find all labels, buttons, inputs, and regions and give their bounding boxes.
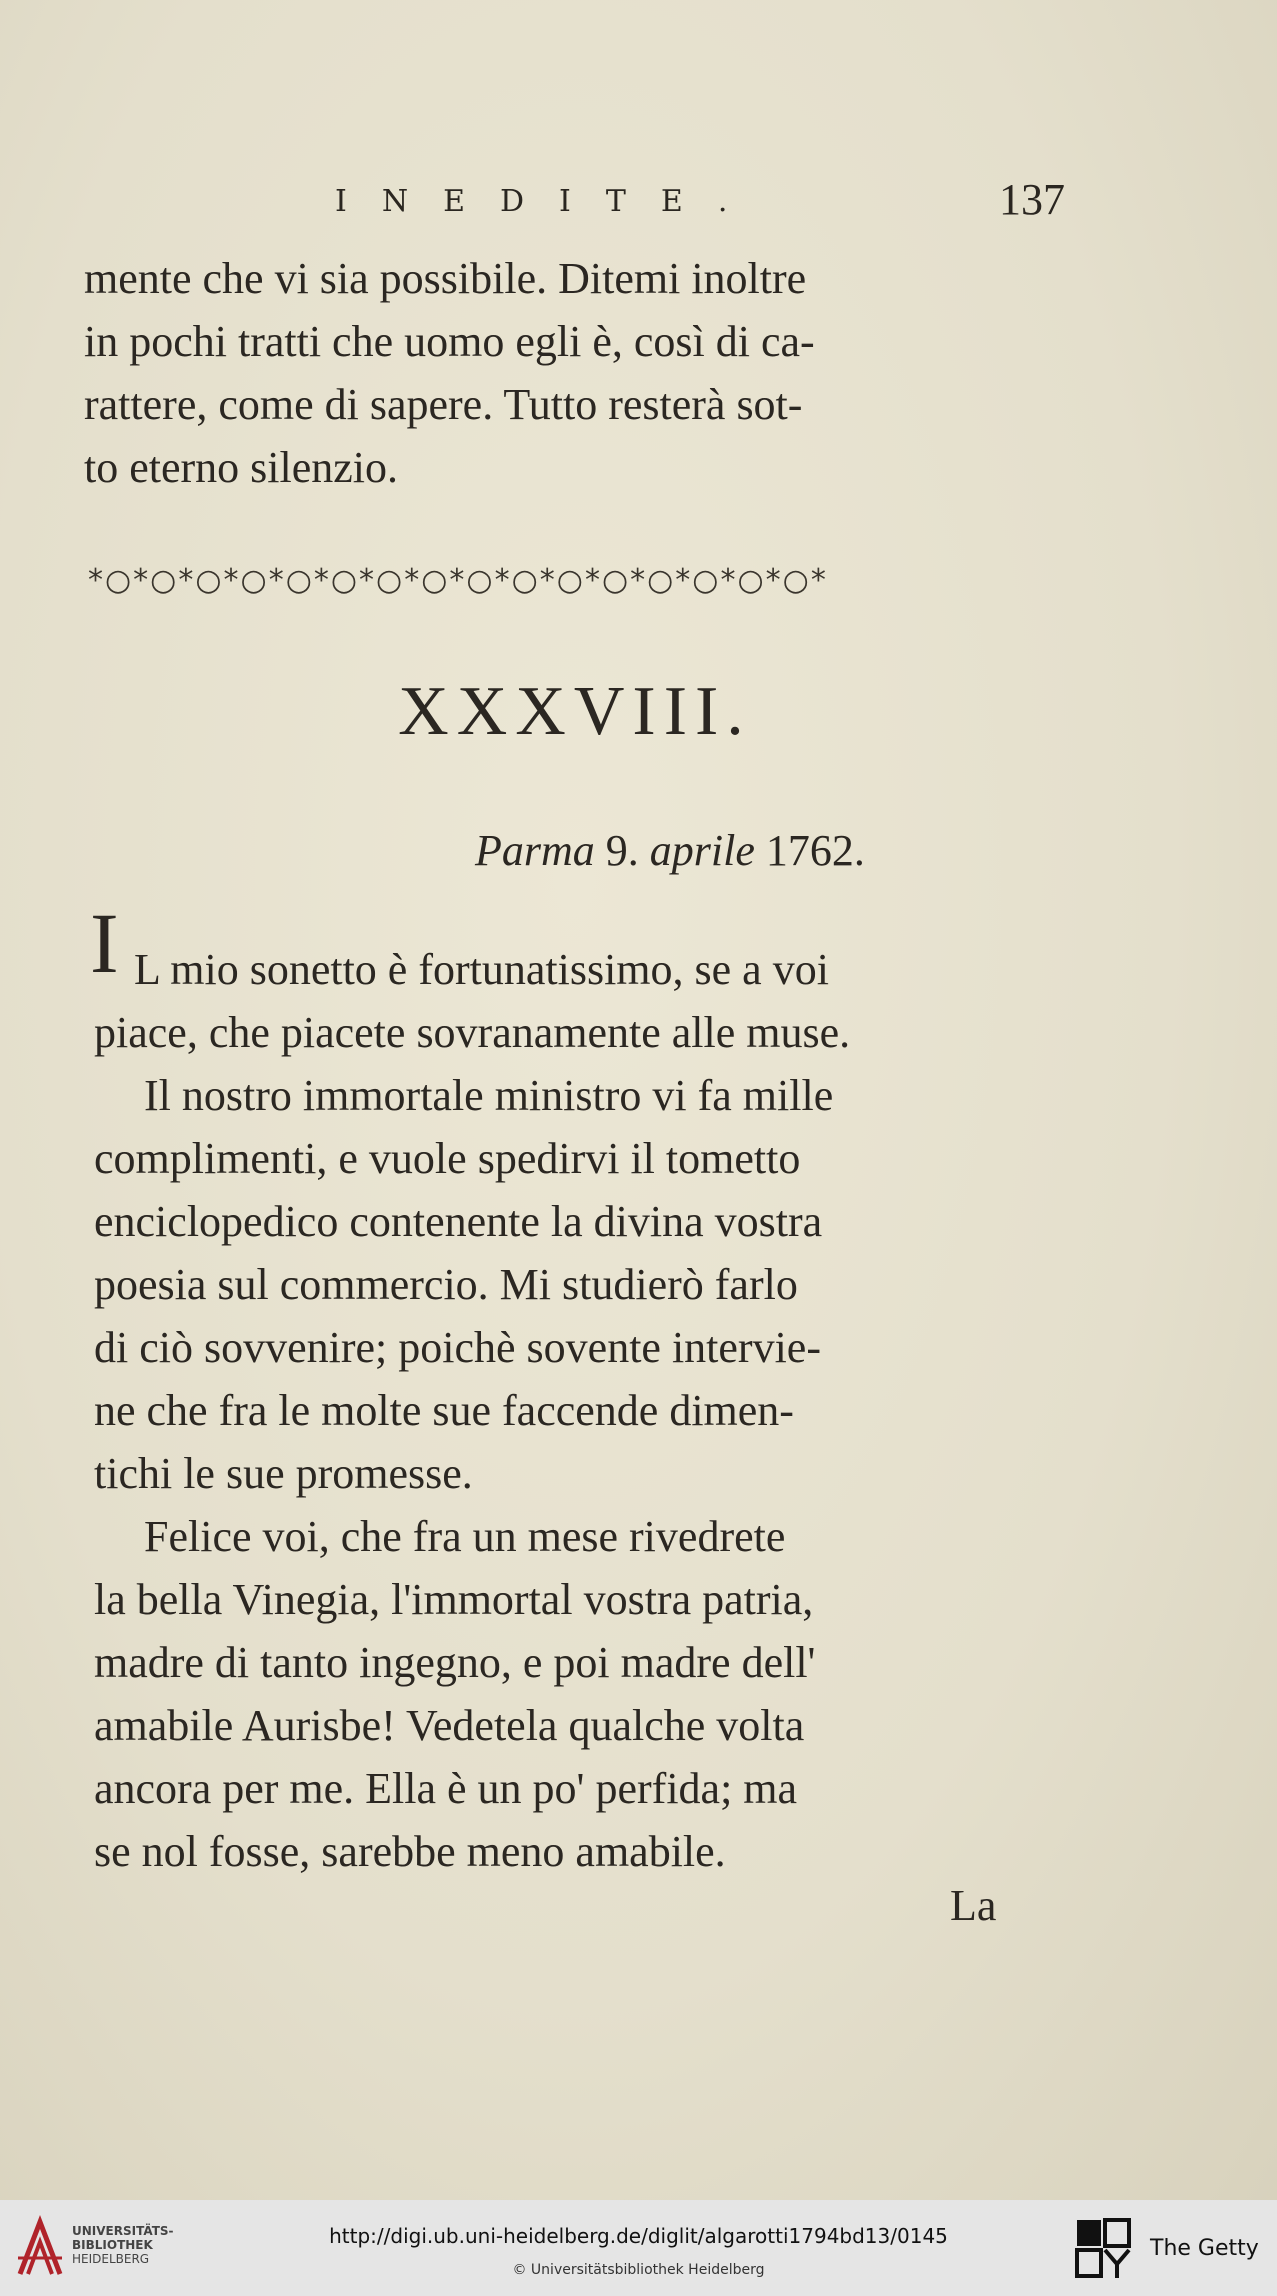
text-line: poesia sul commercio. Mi studierò farlo [94,1260,798,1309]
drop-cap: I [90,895,119,991]
text-line: amabile Aurisbe! Vedetela qualche volta [94,1701,805,1750]
dateline-place: Parma [475,826,595,875]
text-line: enciclopedico contenente la divina vostra [94,1197,823,1246]
letter-number: XXXVIII. [398,673,752,750]
text-line: Il nostro immortale ministro vi fa mille [144,1071,834,1120]
text-line: mente che vi sia possibile. Ditemi inoltre [84,254,807,303]
getty-logo-icon [1075,2218,1131,2280]
text-line: piace, che piacete sovranamente alle muse. [94,1008,851,1057]
dateline-month: aprile [649,826,755,875]
permalink[interactable]: http://digi.ub.uni-heidelberg.de/diglit/algarotti1794bd13/0145 [329,2224,948,2248]
copyright-notice: © Universitätsbibliothek Heidelberg [512,2262,765,2278]
running-head [335,175,1095,238]
text-line: to eterno silenzio. [84,443,399,492]
partner-name[interactable]: The Getty [1150,2236,1259,2261]
letter-body [94,938,1054,1883]
page-number: 137 [999,175,1065,224]
text-line: L mio sonetto è fortunatissimo, se a voi [134,945,829,994]
text-line: tichi le sue promesse. [94,1449,473,1498]
ornamental-rule: *○*○*○*○*○*○*○*○*○*○*○*○*○*○*○*○* [88,563,828,598]
text-line: la bella Vinegia, l'immortal vostra patria, [94,1575,814,1624]
catchword: La [950,1881,997,1930]
dateline [475,825,865,876]
library-name: UNIVERSITÄTS- BIBLIOTHEK HEIDELBERG [72,2224,174,2266]
dateline-day: 9. [605,826,639,875]
running-head-title: INEDITE. [335,184,763,219]
text-line: rattere, come di sapere. Tutto resterà sot- [84,380,803,429]
text-line: in pochi tratti che uomo egli è, così di ca- [84,317,815,366]
text-line: madre di tanto ingegno, e poi madre dell' [94,1638,816,1687]
viewer-footer [0,2200,1277,2296]
text-line: di ciò sovvenire; poichè sovente intervie- [94,1323,821,1372]
text-line: se nol fosse, sarebbe meno amabile. [94,1827,726,1876]
text-line: Felice voi, che fra un mese rivedrete [144,1512,786,1561]
carryover-paragraph [84,247,1084,499]
dateline-year: 1762. [765,826,865,875]
text-line: complimenti, e vuole spedirvi il tometto [94,1134,801,1183]
text-line: ancora per me. Ella è un po' perfida; ma [94,1764,798,1813]
text-line: ne che fra le molte sue faccende dimen- [94,1386,794,1435]
